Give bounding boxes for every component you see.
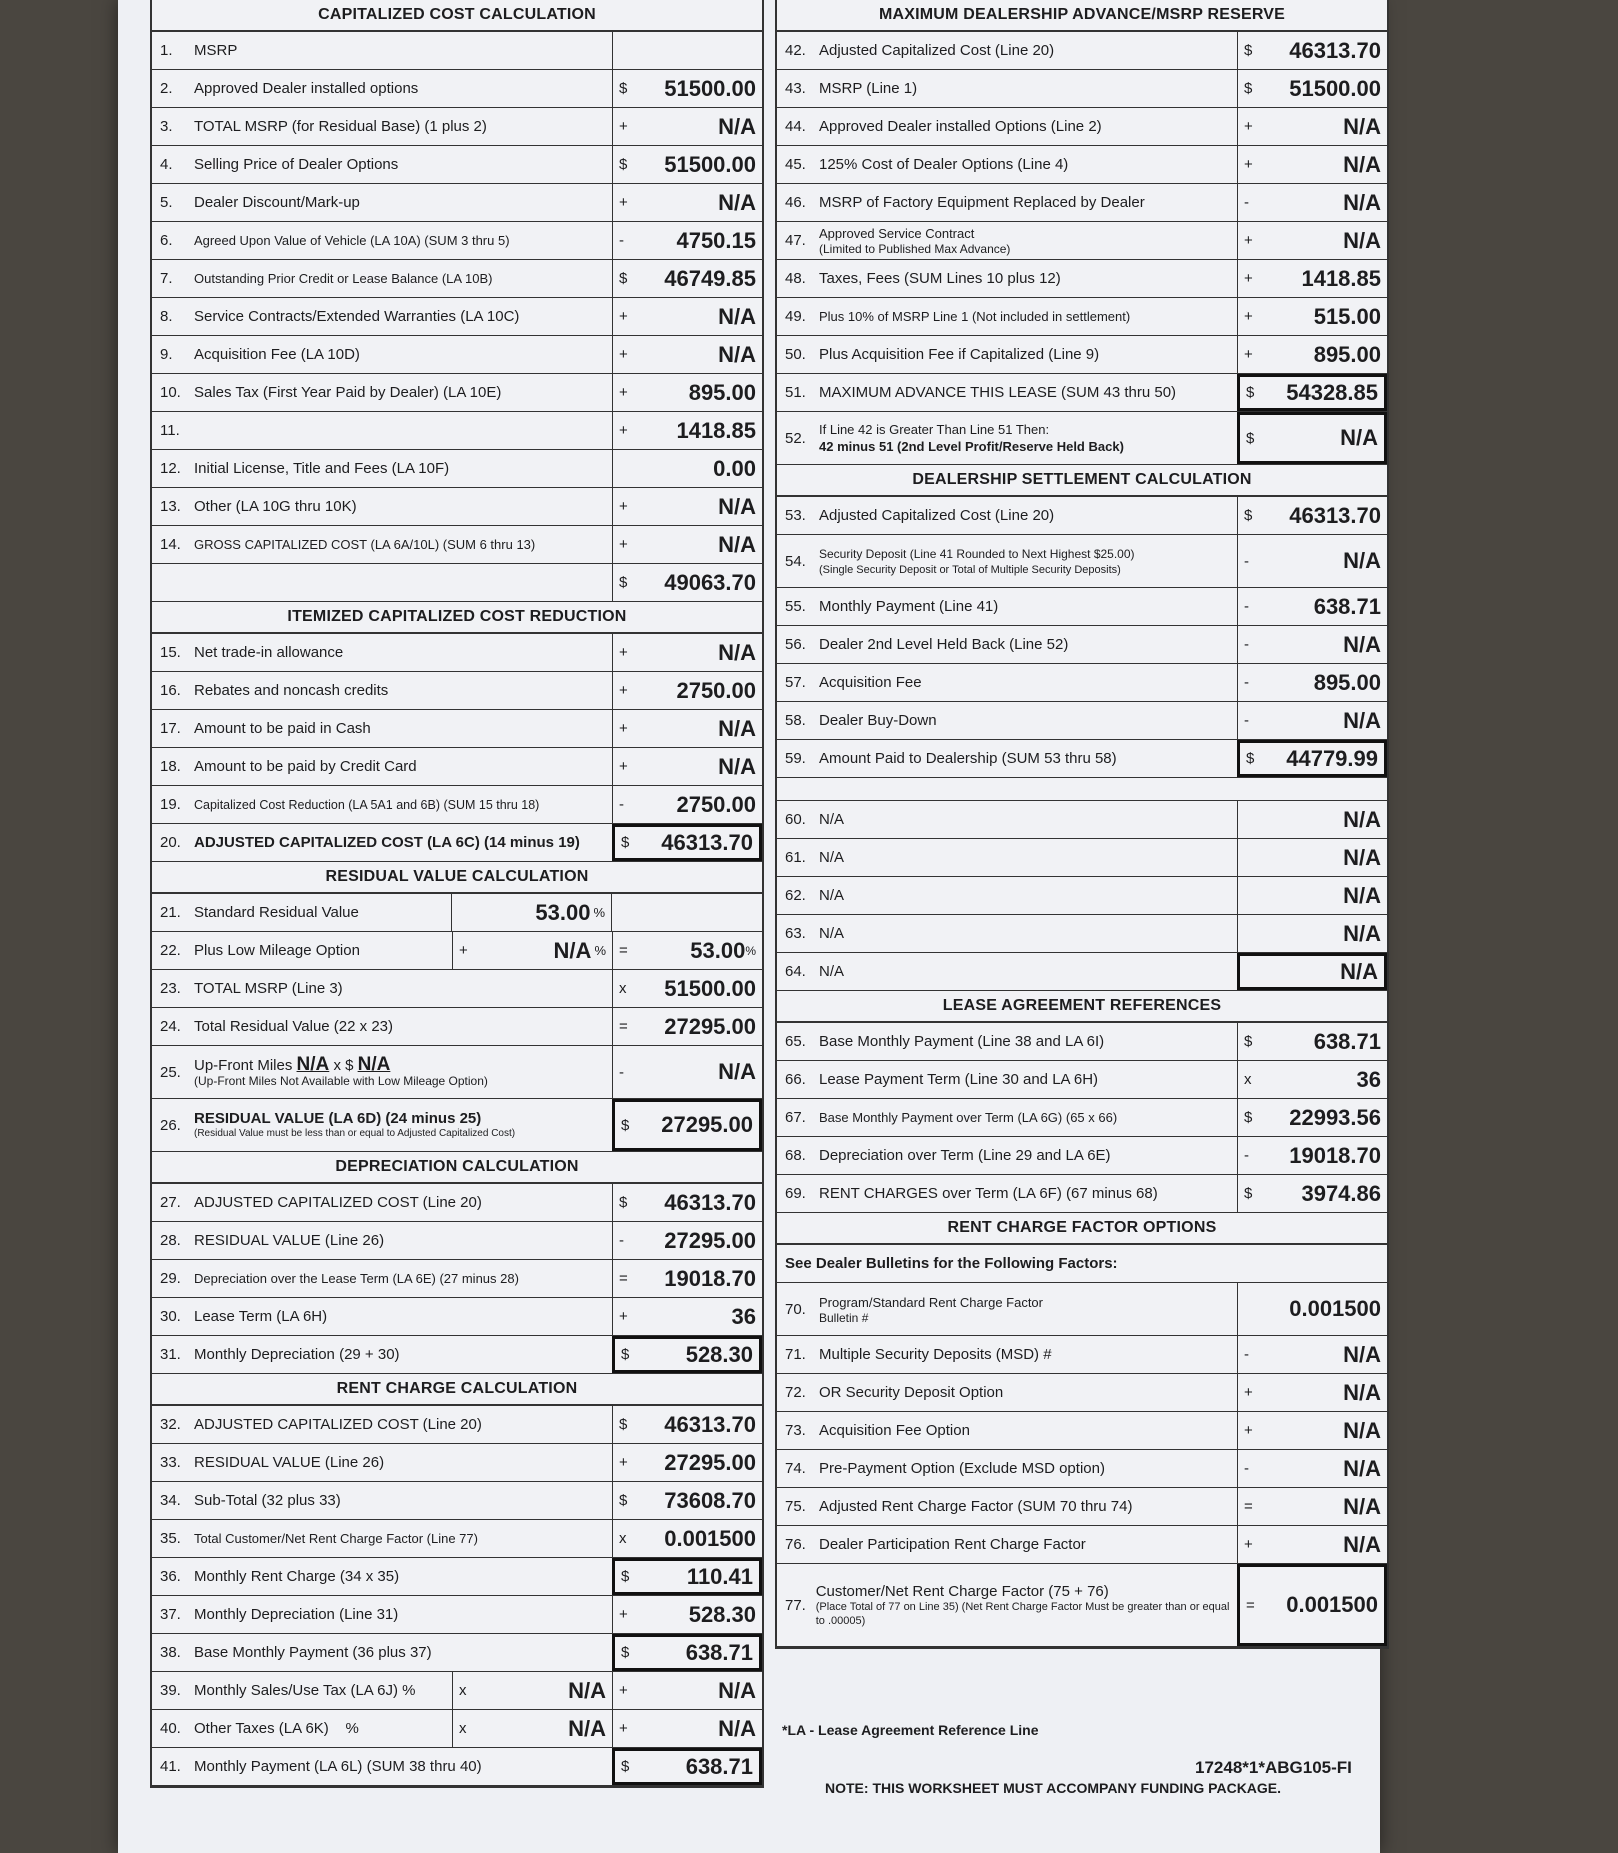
row-68: 68. Depreciation over Term (Line 29 and LA 6E) - 19018.70: [777, 1137, 1387, 1175]
row-12: 12. Initial License, Title and Fees (LA 10F) 0.00: [152, 450, 762, 488]
row-48: 48. Taxes, Fees (SUM Lines 10 plus 12) + 1418.85: [777, 260, 1387, 298]
capitalized-cost-column: [150, 0, 764, 1788]
section-title-rent-charge: RENT CHARGE CALCULATION: [152, 1374, 762, 1406]
row-74: 74. Pre-Payment Option (Exclude MSD option) - N/A: [777, 1450, 1387, 1488]
row-1: 1. MSRP: [152, 32, 762, 70]
row-71: 71. Multiple Security Deposits (MSD) # - N/A: [777, 1336, 1387, 1374]
section-title-max-advance: MAXIMUM DEALERSHIP ADVANCE/MSRP RESERVE: [777, 0, 1387, 32]
row-43: 43. MSRP (Line 1) $ 51500.00: [777, 70, 1387, 108]
row-69: 69. RENT CHARGES over Term (LA 6F) (67 minus 68) $ 3974.86: [777, 1175, 1387, 1213]
row-46: 46. MSRP of Factory Equipment Replaced by Dealer - N/A: [777, 184, 1387, 222]
row-51: 51. MAXIMUM ADVANCE THIS LEASE (SUM 43 thru 50) $ 54328.85: [777, 374, 1387, 412]
section-title-lease-references: LEASE AGREEMENT REFERENCES: [777, 991, 1387, 1023]
row-5: 5. Dealer Discount/Mark-up + N/A: [152, 184, 762, 222]
row-16: 16. Rebates and noncash credits + 2750.00: [152, 672, 762, 710]
row-26: 26. RESIDUAL VALUE (LA 6D) (24 minus 25) (Residual Value must be less than or equal to Adjusted Capitalized Cost) $ 27295.00: [152, 1099, 762, 1152]
row-76: 76. Dealer Participation Rent Charge Factor + N/A: [777, 1526, 1387, 1564]
section-title-cost-reduction: ITEMIZED CAPITALIZED COST REDUCTION: [152, 602, 762, 634]
row-13: 13. Other (LA 10G thru 10K) + N/A: [152, 488, 762, 526]
row-33: 33. RESIDUAL VALUE (Line 26) + 27295.00: [152, 1444, 762, 1482]
row-10: 10. Sales Tax (First Year Paid by Dealer) (LA 10E) + 895.00: [152, 374, 762, 412]
row-23: 23. TOTAL MSRP (Line 3) x 51500.00: [152, 970, 762, 1008]
row-20: 20. ADJUSTED CAPITALIZED COST (LA 6C) (14 minus 19) $ 46313.70: [152, 824, 762, 862]
row-41: 41. Monthly Payment (LA 6L) (SUM 38 thru 40) $ 638.71: [152, 1748, 762, 1786]
funding-note: NOTE: THIS WORKSHEET MUST ACCOMPANY FUNDING PACKAGE.: [825, 1780, 1282, 1796]
row-29: 29. Depreciation over the Lease Term (LA 6E) (27 minus 28) = 19018.70: [152, 1260, 762, 1298]
row-7: 7. Outstanding Prior Credit or Lease Balance (LA 10B) $ 46749.85: [152, 260, 762, 298]
row-52: 52. If Line 42 is Greater Than Line 51 Then: 42 minus 51 (2nd Level Profit/Reserve Held Back) $ N/A: [777, 412, 1387, 465]
row-11: 11. + 1418.85: [152, 412, 762, 450]
row-47: 47. Approved Service Contract (Limited to Published Max Advance) + N/A: [777, 222, 1387, 260]
row-15: 15. Net trade-in allowance + N/A: [152, 634, 762, 672]
row-73: 73. Acquisition Fee Option + N/A: [777, 1412, 1387, 1450]
row-54: 54. Security Deposit (Line 41 Rounded to Next Highest $25.00) (Single Security Deposit or Total of Multiple Security Deposits) - N/A: [777, 535, 1387, 588]
row-18: 18. Amount to be paid by Credit Card + N/A: [152, 748, 762, 786]
row-62: 62. N/A N/A: [777, 877, 1387, 915]
lease-reference-footnote: *LA - Lease Agreement Reference Line: [782, 1722, 1039, 1738]
row-14: 14. GROSS CAPITALIZED COST (LA 6A/10L) (SUM 6 thru 13) + N/A: [152, 526, 762, 564]
row-31: 31. Monthly Depreciation (29 + 30) $ 528.30: [152, 1336, 762, 1374]
row-61: 61. N/A N/A: [777, 839, 1387, 877]
row-53: 53. Adjusted Capitalized Cost (Line 20) $ 46313.70: [777, 497, 1387, 535]
row-64: 64. N/A N/A: [777, 953, 1387, 991]
section-title-settlement: DEALERSHIP SETTLEMENT CALCULATION: [777, 465, 1387, 497]
row-32: 32. ADJUSTED CAPITALIZED COST (Line 20) $ 46313.70: [152, 1406, 762, 1444]
row-75: 75. Adjusted Rent Charge Factor (SUM 70 thru 74) = N/A: [777, 1488, 1387, 1526]
section-title-residual: RESIDUAL VALUE CALCULATION: [152, 862, 762, 894]
row-34: 34. Sub-Total (32 plus 33) $ 73608.70: [152, 1482, 762, 1520]
row-67: 67. Base Monthly Payment over Term (LA 6G) (65 x 66) $ 22993.56: [777, 1099, 1387, 1137]
row-40: 40. Other Taxes (LA 6K) % x N/A + N/A: [152, 1710, 762, 1748]
row-24: 24. Total Residual Value (22 x 23) = 27295.00: [152, 1008, 762, 1046]
dealership-advance-column: [775, 0, 1389, 1649]
row-6: 6. Agreed Upon Value of Vehicle (LA 10A) (SUM 3 thru 5) - 4750.15: [152, 222, 762, 260]
row-25: 25. Up-Front Miles N/A x $ N/A (Up-Front Miles Not Available with Low Mileage Option) - N/A: [152, 1046, 762, 1099]
row-36: 36. Monthly Rent Charge (34 x 35) $ 110.41: [152, 1558, 762, 1596]
row-44: 44. Approved Dealer installed Options (Line 2) + N/A: [777, 108, 1387, 146]
row-8: 8. Service Contracts/Extended Warranties (LA 10C) + N/A: [152, 298, 762, 336]
row-21: 21. Standard Residual Value 53.00 %: [152, 894, 762, 932]
row-35: 35. Total Customer/Net Rent Charge Factor (Line 77) x 0.001500: [152, 1520, 762, 1558]
row-49: 49. Plus 10% of MSRP Line 1 (Not included in settlement) + 515.00: [777, 298, 1387, 336]
row-50: 50. Plus Acquisition Fee if Capitalized (Line 9) + 895.00: [777, 336, 1387, 374]
row-66: 66. Lease Payment Term (Line 30 and LA 6H) x 36: [777, 1061, 1387, 1099]
row-19: 19. Capitalized Cost Reduction (LA 5A1 and 6B) (SUM 15 thru 18) - 2750.00: [152, 786, 762, 824]
row-2: 2. Approved Dealer installed options $ 51500.00: [152, 70, 762, 108]
row-3: 3. TOTAL MSRP (for Residual Base) (1 plus 2) + N/A: [152, 108, 762, 146]
row-59: 59. Amount Paid to Dealership (SUM 53 thru 58) $ 44779.99: [777, 740, 1387, 778]
factor-note: See Dealer Bulletins for the Following Factors:: [777, 1245, 1387, 1283]
row-55: 55. Monthly Payment (Line 41) - 638.71: [777, 588, 1387, 626]
gross-cap-cost-total-row: $ 49063.70: [152, 564, 762, 602]
row-77: 77. Customer/Net Rent Charge Factor (75 + 76) (Place Total of 77 on Line 35) (Net Rent Charge Factor Must be greater than or equal to .00005) = 0.001500: [777, 1564, 1387, 1647]
section-title-depreciation: DEPRECIATION CALCULATION: [152, 1152, 762, 1184]
section-title-rent-factor: RENT CHARGE FACTOR OPTIONS: [777, 1213, 1387, 1245]
row-39: 39. Monthly Sales/Use Tax (LA 6J) % x N/A + N/A: [152, 1672, 762, 1710]
row-9: 9. Acquisition Fee (LA 10D) + N/A: [152, 336, 762, 374]
row-63: 63. N/A N/A: [777, 915, 1387, 953]
row-60: 60. N/A N/A: [777, 801, 1387, 839]
section-title-capitalized-cost: CAPITALIZED COST CALCULATION: [152, 0, 762, 32]
row-65: 65. Base Monthly Payment (Line 38 and LA 6I) $ 638.71: [777, 1023, 1387, 1061]
row-70: 70. Program/Standard Rent Charge Factor Bulletin # 0.001500: [777, 1283, 1387, 1336]
row-57: 57. Acquisition Fee - 895.00: [777, 664, 1387, 702]
row-42: 42. Adjusted Capitalized Cost (Line 20) $ 46313.70: [777, 32, 1387, 70]
row-58: 58. Dealer Buy-Down - N/A: [777, 702, 1387, 740]
row-22: 22. Plus Low Mileage Option + N/A % = 53.00 %: [152, 932, 762, 970]
row-72: 72. OR Security Deposit Option + N/A: [777, 1374, 1387, 1412]
row-28: 28. RESIDUAL VALUE (Line 26) - 27295.00: [152, 1222, 762, 1260]
row-56: 56. Dealer 2nd Level Held Back (Line 52) - N/A: [777, 626, 1387, 664]
form-id: 17248*1*ABG105-FI: [1195, 1758, 1352, 1777]
row-17: 17. Amount to be paid in Cash + N/A: [152, 710, 762, 748]
row-27: 27. ADJUSTED CAPITALIZED COST (Line 20) $ 46313.70: [152, 1184, 762, 1222]
row-37: 37. Monthly Depreciation (Line 31) + 528.30: [152, 1596, 762, 1634]
row-4: 4. Selling Price of Dealer Options $ 51500.00: [152, 146, 762, 184]
spacer-row: [777, 778, 1387, 801]
row-45: 45. 125% Cost of Dealer Options (Line 4) + N/A: [777, 146, 1387, 184]
row-30: 30. Lease Term (LA 6H) + 36: [152, 1298, 762, 1336]
row-38: 38. Base Monthly Payment (36 plus 37) $ 638.71: [152, 1634, 762, 1672]
